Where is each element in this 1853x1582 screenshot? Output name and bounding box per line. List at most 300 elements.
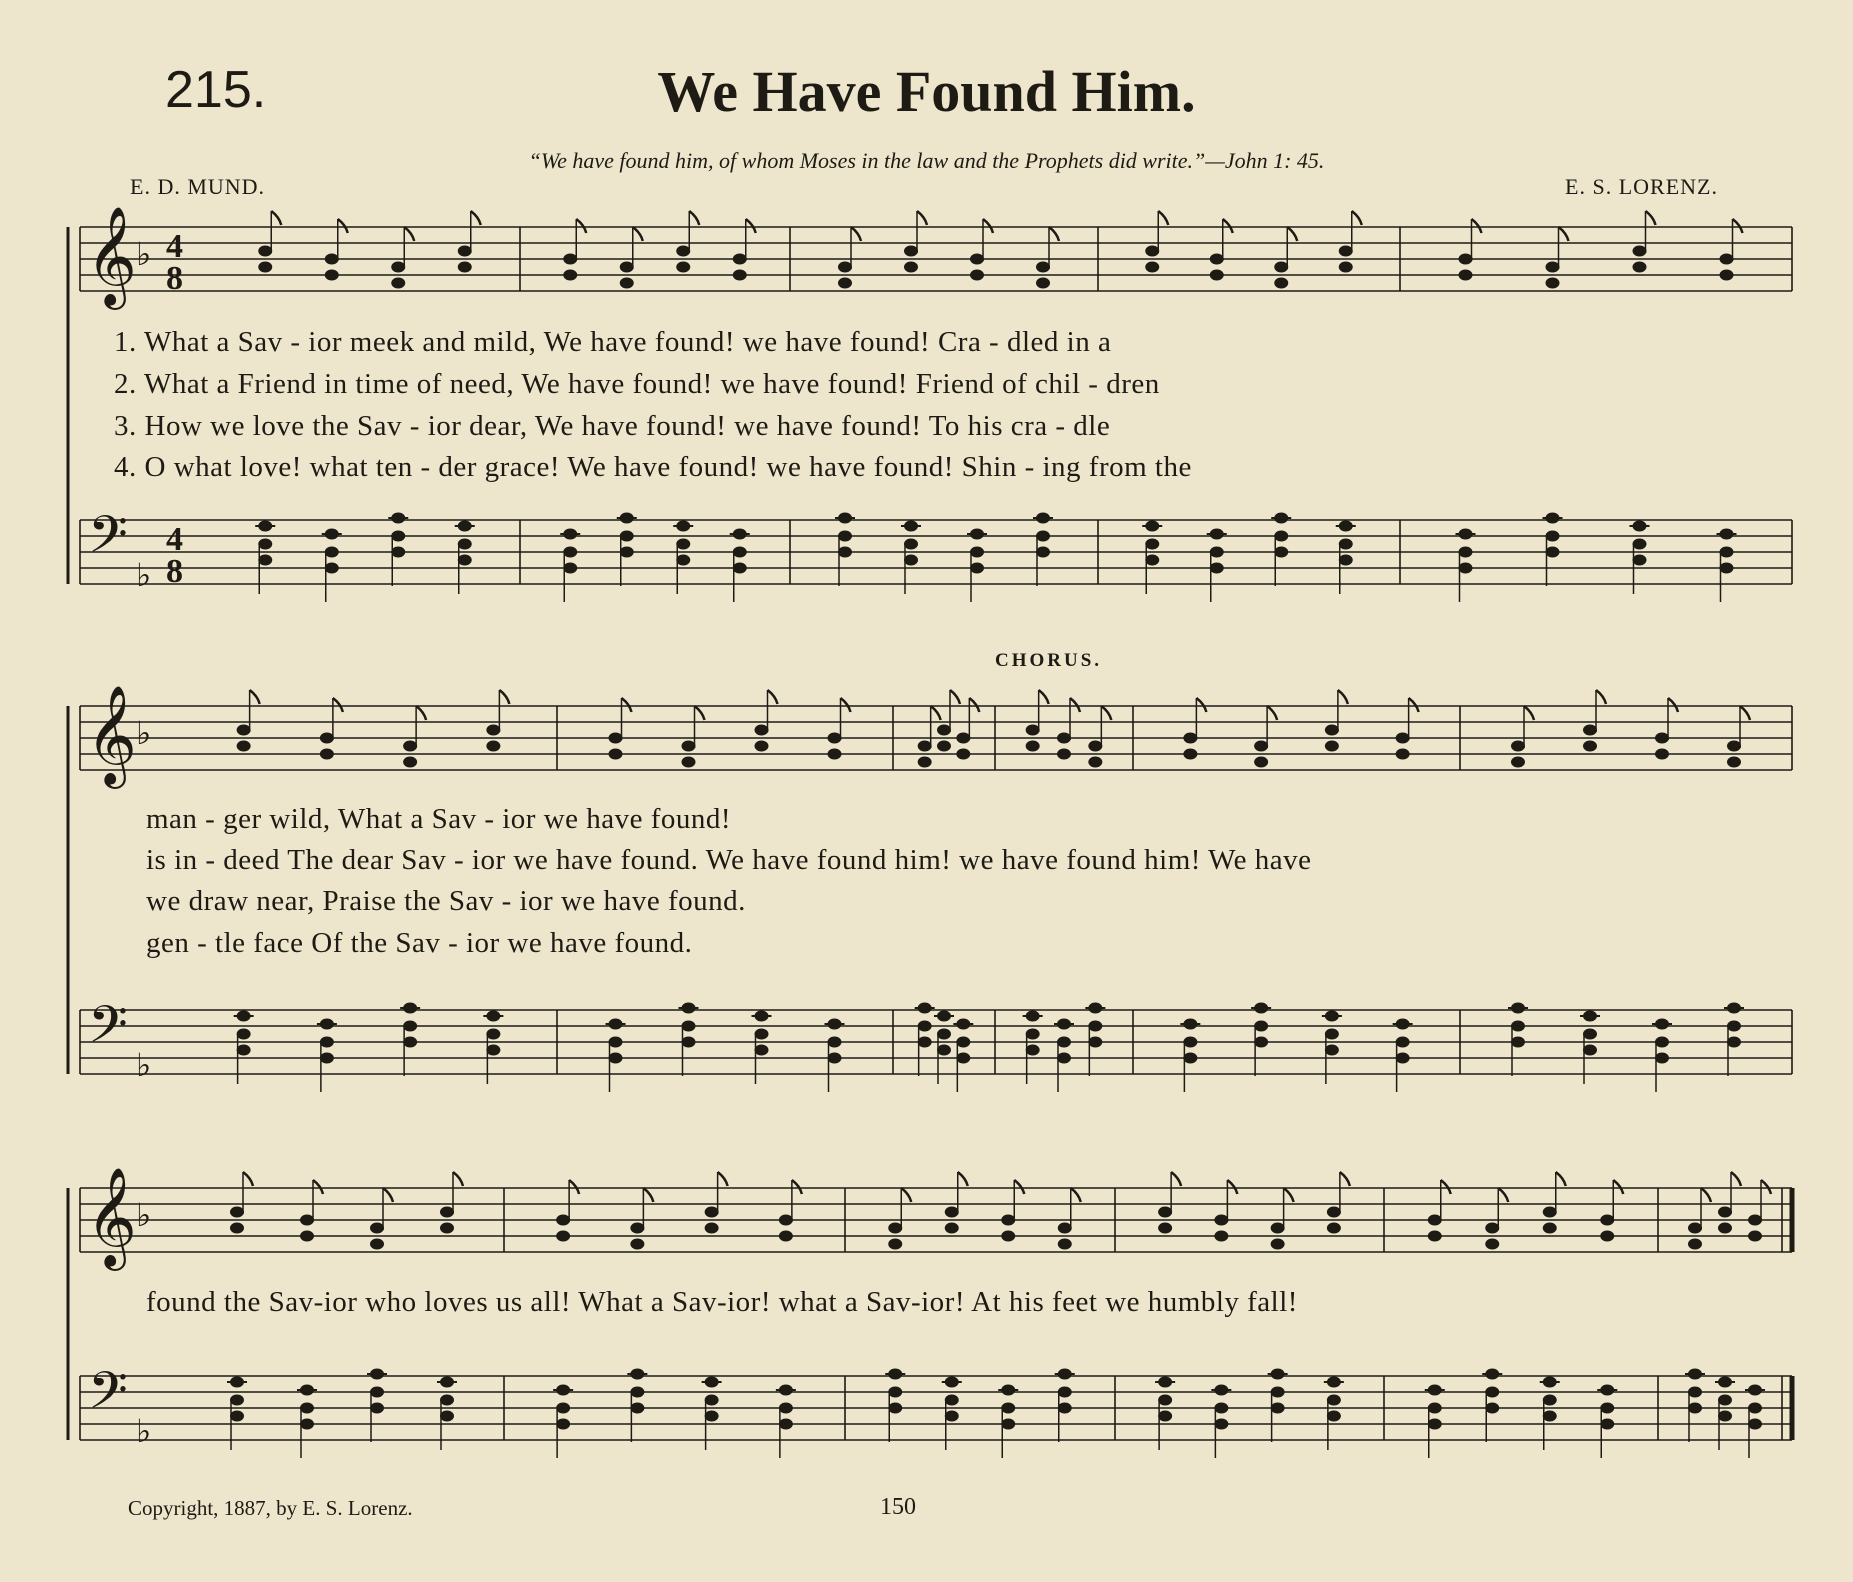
bass-note-head [300,1403,314,1414]
treble-note-head [676,246,690,257]
treble-note-head [1543,1223,1557,1234]
note-flag [643,1188,653,1202]
treble-note-head [828,749,842,760]
treble-note-head [1748,1215,1762,1226]
note-flag [917,211,927,225]
treble-time-signature-top: 4 [166,228,183,265]
bass-note-head [237,1045,251,1056]
bass-note-head [1428,1403,1442,1414]
bass-note-head [620,513,634,524]
bass-note-head [918,1021,932,1032]
note-flag [569,1180,579,1194]
bass-note-head [1158,1395,1172,1406]
bass-note-head [838,531,852,542]
lyricist-credit: E. D. MUND. [130,174,266,199]
treble-note-head [918,741,932,752]
treble-note-head [1718,1207,1732,1218]
bass-note-head [1428,1419,1442,1430]
bass-note-head [1036,513,1050,524]
bass-note-head [838,547,852,558]
bass-note-head [403,1003,417,1014]
bass-note-head [258,521,272,532]
bass-clef-icon-s3: 𝄢 [88,1360,128,1433]
note-flag [1101,706,1111,720]
bass-note-head [391,547,405,558]
bass-note-head [1057,1019,1071,1030]
bass-note-head [1088,1021,1102,1032]
bass-note-head [563,547,577,558]
bass-note-head [1633,521,1647,532]
treble-note-head [956,749,970,760]
treble-note-head [1327,1223,1341,1234]
treble-note-head [1057,733,1071,744]
note-flag [1409,698,1419,712]
treble-note-head [1727,741,1741,752]
treble-note-head [1583,725,1597,736]
bass-note-head [682,1037,696,1048]
bass-note-head [440,1395,454,1406]
note-flag [1171,1172,1181,1186]
bass-note-head [838,513,852,524]
bass-note-head [888,1369,902,1380]
note-flag [931,706,941,720]
treble-note-head [1583,741,1597,752]
bass-note-head [1026,1045,1040,1056]
bass-note-head [1214,1419,1228,1430]
treble-note-head [1655,749,1669,760]
bass-note-head [779,1403,793,1414]
bass-note-head [828,1053,842,1064]
bass-note-head [1600,1403,1614,1414]
bass-note-head [320,1019,334,1030]
treble-note-head [325,254,339,265]
bass-note-head [705,1377,719,1388]
bass-clef-icon-s2: 𝄢 [88,994,128,1067]
chorus-label: CHORUS. [995,650,1103,671]
bass-note-head [1026,1011,1040,1022]
treble-note-head [904,262,918,273]
treble-note-head [755,725,769,736]
bass-note-head [1543,1395,1557,1406]
bass-note-head [1339,521,1353,532]
treble-note-head [1718,1223,1732,1234]
bass-note-head [1583,1029,1597,1040]
treble-note-head [1546,278,1560,289]
treble-note-head [1145,262,1159,273]
bass-note-head [1183,1037,1197,1048]
treble-note-head [1633,262,1647,273]
note-flag [950,690,960,704]
treble-note-head [300,1231,314,1242]
treble-note-head [1271,1239,1285,1250]
treble-note-head [1254,757,1268,768]
note-flag [983,219,993,233]
note-flag [1733,219,1743,233]
bass-note-head [1183,1053,1197,1064]
treble-note-head [458,246,472,257]
treble-note-head [1271,1223,1285,1234]
treble-note-head [486,725,500,736]
key-signature-flat-icon: ♭ [136,714,152,752]
bass-note-head [682,1021,696,1032]
note-flag [633,227,643,241]
bass-note-head [403,1021,417,1032]
bass-note-head [1546,513,1560,524]
bass-note-head [300,1419,314,1430]
bass-note-head [1057,1053,1071,1064]
treble-note-head [1274,262,1288,273]
scripture-epigraph: “We have found him, of whom Moses in the law and the Prophets did write.”—John 1: 45. [528,148,1325,173]
treble-note-head [970,270,984,281]
bass-note-head [1145,539,1159,550]
treble-note-head [258,246,272,257]
treble-note-head [258,262,272,273]
note-flag [1701,1188,1711,1202]
treble-note-head [838,262,852,273]
note-flag [768,690,778,704]
bass-note-head [403,1037,417,1048]
lyric-line-s2-v1: man - ger wild, What a Sav - ior we have found! [146,803,732,835]
note-flag [471,211,481,225]
lyric-line-s3-v1: found the Sav-ior who loves us all! What a Sav-ior! what a Sav-ior! At his feet we humbly fall! [146,1286,1298,1318]
treble-note-head [1688,1239,1702,1250]
bass-note-head [1158,1411,1172,1422]
treble-note-head [1183,733,1197,744]
treble-note-head [1001,1231,1015,1242]
bass-note-head [956,1019,970,1030]
treble-note-head [1720,254,1734,265]
note-flag [1223,219,1233,233]
treble-note-head [486,741,500,752]
bass-note-head [370,1369,384,1380]
bass-note-head [1485,1387,1499,1398]
treble-note-head [682,741,696,752]
treble-note-head [779,1215,793,1226]
bass-note-head [1511,1037,1525,1048]
bass-note-head [733,547,747,558]
bass-note-head [1396,1053,1410,1064]
bass-note-head [1058,1387,1072,1398]
bass-note-head [486,1029,500,1040]
treble-note-head [1214,1231,1228,1242]
bass-note-head [609,1053,623,1064]
lyric-line-s1-v4: 4. O what love! what ten - der grace! We have found! we have found! Shin - ing from the [114,451,1192,483]
note-flag [250,690,260,704]
bass-note-head [1274,531,1288,542]
note-flag [1559,227,1569,241]
key-signature-flat-icon: ♭ [136,235,152,273]
note-flag [313,1180,323,1194]
treble-note-head [1036,278,1050,289]
treble-note-head [1600,1231,1614,1242]
bass-note-head [563,529,577,540]
bass-note-head [1325,1011,1339,1022]
treble-note-head [1688,1223,1702,1234]
bass-note-head [828,1019,842,1030]
bass-note-head [1088,1037,1102,1048]
note-flag [901,1188,911,1202]
bass-note-head [1600,1419,1614,1430]
bass-note-head [755,1045,769,1056]
copyright-notice: Copyright, 1887, by E. S. Lorenz. [128,1496,413,1520]
treble-note-head [705,1223,719,1234]
note-flag [1472,219,1482,233]
bass-note-head [1396,1037,1410,1048]
bass-note-head [1254,1037,1268,1048]
bass-note-head [620,531,634,542]
treble-note-head [609,749,623,760]
treble-note-head [676,262,690,273]
treble-note-head [1026,741,1040,752]
bass-note-head [1210,547,1224,558]
bass-note-head [1183,1019,1197,1030]
bass-note-head [1001,1403,1015,1414]
bass-note-head [1546,547,1560,558]
bass-note-head [1459,547,1473,558]
note-flag [1070,698,1080,712]
note-flag [851,227,861,241]
bass-note-head [1583,1011,1597,1022]
bass-note-head [705,1411,719,1422]
bass-note-head [486,1045,500,1056]
bass-note-head [733,563,747,574]
bass-note-head [1633,555,1647,566]
treble-note-head [918,757,932,768]
note-flag [1596,690,1606,704]
treble-note-head [1210,254,1224,265]
bass-note-head [1145,521,1159,532]
treble-note-head [888,1239,902,1250]
note-flag [243,1172,253,1186]
note-flag [1556,1172,1566,1186]
treble-note-head [1026,725,1040,736]
bass-note-head [391,531,405,542]
note-flag [453,1172,463,1186]
bass-note-head [1325,1045,1339,1056]
note-flag [1338,690,1348,704]
treble-note-head [630,1223,644,1234]
note-flag [1740,706,1750,720]
treble-note-head [1327,1207,1341,1218]
bass-note-head [970,547,984,558]
treble-note-head [1396,749,1410,760]
note-flag [1014,1180,1024,1194]
note-flag [958,1172,968,1186]
treble-note-head [1158,1223,1172,1234]
treble-note-head [237,725,251,736]
bass-note-head [682,1003,696,1014]
treble-note-head [440,1223,454,1234]
bass-note-head [1214,1385,1228,1396]
treble-note-head [320,749,334,760]
bass-note-head [1428,1385,1442,1396]
bass-note-head [1459,563,1473,574]
treble-note-head [1720,270,1734,281]
key-signature-flat-icon: ♭ [136,1046,152,1084]
treble-note-head [1339,246,1353,257]
key-signature-flat-icon: ♭ [136,1412,152,1450]
treble-note-head [937,741,951,752]
treble-note-head [1633,246,1647,257]
note-flag [404,227,414,241]
note-flag [1287,227,1297,241]
bass-clef-icon-s1: 𝄢 [88,504,128,577]
bass-time-signature-top: 4 [166,521,183,558]
note-flag [969,698,979,712]
bass-note-head [258,539,272,550]
treble-note-head [1396,733,1410,744]
bass-note-head [1274,547,1288,558]
treble-note-head [620,278,634,289]
bass-note-head [609,1019,623,1030]
bass-note-head [325,529,339,540]
treble-clef-icon-s3: 𝄞 [86,1167,137,1267]
treble-note-head [945,1207,959,1218]
bass-note-head [676,539,690,550]
treble-note-head [391,278,405,289]
note-flag [1441,1180,1451,1194]
bass-note-head [1727,1037,1741,1048]
key-signature-flat-icon: ♭ [136,1196,152,1234]
treble-note-head [838,278,852,289]
bass-note-head [733,529,747,540]
treble-note-head [1655,733,1669,744]
treble-note-head [620,262,634,273]
treble-clef-icon-s1: 𝄞 [86,206,137,306]
lyric-line-s1-v2: 2. What a Friend in time of need, We have found! we have found! Friend of chil - dren [114,368,1160,400]
bass-note-head [779,1385,793,1396]
bass-note-head [1058,1369,1072,1380]
bass-note-head [904,555,918,566]
bass-note-head [609,1037,623,1048]
treble-note-head [1145,246,1159,257]
bass-note-head [1158,1377,1172,1388]
bass-note-head [1057,1037,1071,1048]
lyric-line-s2-v2: is in - deed The dear Sav - ior we have found. We have found him! we have found him! We have [146,844,1312,876]
note-flag [622,698,632,712]
treble-note-head [609,733,623,744]
treble-note-head [904,246,918,257]
key-signature-flat-icon: ♭ [136,556,152,594]
note-flag [1071,1188,1081,1202]
bass-note-head [705,1395,719,1406]
bass-note-head [1088,1003,1102,1014]
bass-note-head [828,1037,842,1048]
note-flag [1613,1180,1623,1194]
treble-note-head [563,254,577,265]
bass-note-head [918,1003,932,1014]
bass-note-head [956,1037,970,1048]
treble-note-head [391,262,405,273]
bass-note-head [440,1411,454,1422]
bass-note-head [1720,563,1734,574]
treble-note-head [458,262,472,273]
bass-note-head [1210,529,1224,540]
bass-note-head [1718,1377,1732,1388]
bass-note-head [325,547,339,558]
treble-note-head [1001,1215,1015,1226]
bass-note-head [904,539,918,550]
note-flag [1039,690,1049,704]
note-flag [1524,706,1534,720]
treble-note-head [1325,725,1339,736]
note-flag [1352,211,1362,225]
bass-note-head [1325,1029,1339,1040]
treble-note-head [1088,741,1102,752]
note-flag [576,219,586,233]
treble-clef-icon-s2: 𝄞 [86,685,137,785]
treble-note-head [970,254,984,265]
treble-note-head [1214,1215,1228,1226]
treble-note-head [320,733,334,744]
note-flag [416,706,426,720]
bass-note-head [1748,1403,1762,1414]
note-flag [1049,227,1059,241]
bass-note-head [1274,513,1288,524]
treble-note-head [300,1215,314,1226]
treble-note-head [1600,1215,1614,1226]
bass-note-head [1210,563,1224,574]
treble-time-signature-bottom: 8 [166,260,183,297]
bass-note-head [676,555,690,566]
bass-note-head [1001,1385,1015,1396]
lyric-line-s1-v1: 1. What a Sav - ior meek and mild, We have found! we have found! Cra - dled in a [114,326,1112,358]
bass-note-head [918,1037,932,1048]
bass-note-head [230,1377,244,1388]
treble-note-head [1543,1207,1557,1218]
bass-note-head [1720,529,1734,540]
note-flag [1668,698,1678,712]
bass-time-signature-bottom: 8 [166,553,183,590]
bass-note-head [945,1377,959,1388]
bass-note-head [230,1411,244,1422]
bass-note-head [1036,547,1050,558]
bass-note-head [1485,1369,1499,1380]
bass-note-head [630,1387,644,1398]
treble-note-head [733,254,747,265]
note-flag [1761,1180,1771,1194]
bass-note-head [904,521,918,532]
bass-note-head [320,1053,334,1064]
bass-note-head [937,1029,951,1040]
bass-note-head [755,1011,769,1022]
treble-note-head [325,270,339,281]
bass-note-head [1688,1403,1702,1414]
bass-note-head [230,1395,244,1406]
bass-note-head [458,521,472,532]
note-flag [1340,1172,1350,1186]
lyric-line-s2-v4: gen - tle face Of the Sav - ior we have found. [146,927,693,959]
bass-note-head [458,539,472,550]
bass-note-head [1271,1369,1285,1380]
bass-note-head [391,513,405,524]
treble-note-head [370,1239,384,1250]
note-flag [1196,698,1206,712]
bass-note-head [1543,1411,1557,1422]
hymn-number: 215. [165,61,267,119]
treble-note-head [1748,1231,1762,1242]
bass-note-head [1396,1019,1410,1030]
treble-note-head [956,733,970,744]
bass-note-head [1600,1385,1614,1396]
treble-note-head [1459,254,1473,265]
bass-note-head [1511,1003,1525,1014]
bass-note-head [1727,1003,1741,1014]
treble-note-head [1511,757,1525,768]
bass-note-head [888,1387,902,1398]
bass-note-head [1720,547,1734,558]
bass-note-head [1718,1411,1732,1422]
